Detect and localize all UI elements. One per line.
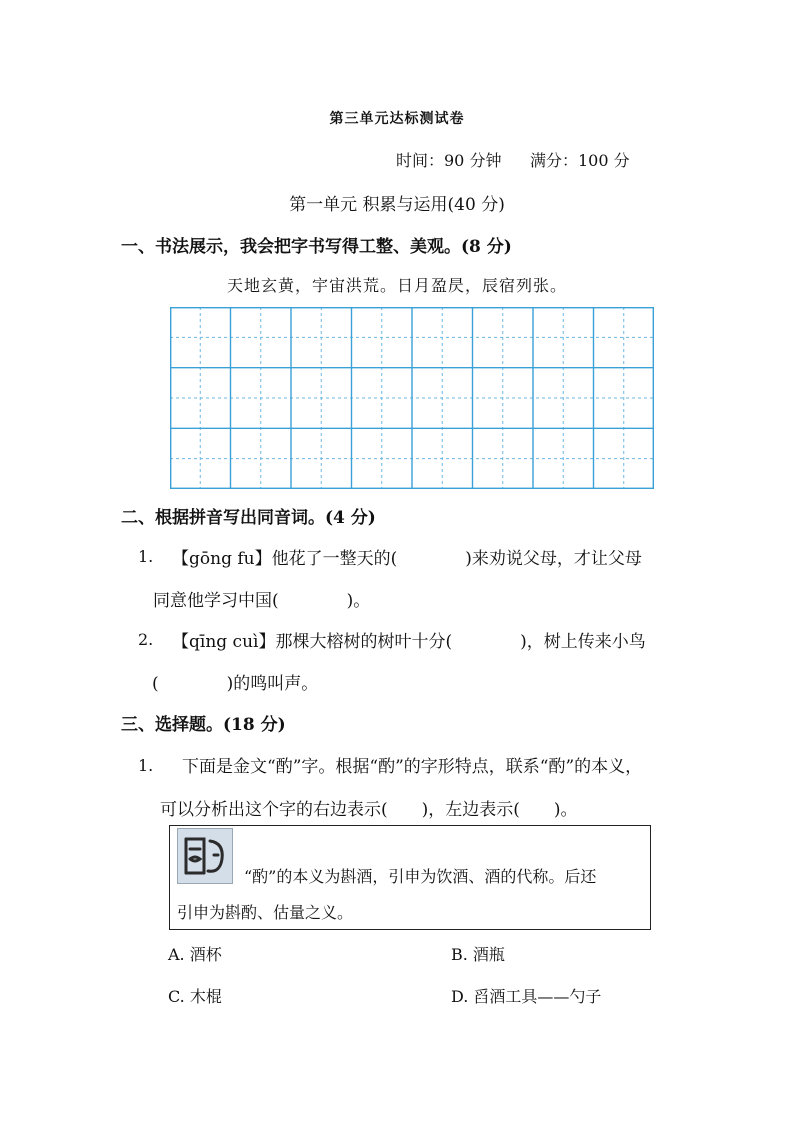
section1-heading: 一、书法展示，我会把字书写得工整、美观。(8 分) [121,237,512,257]
option-a[interactable]: A. 酒杯 [168,945,222,964]
question-text: 【qīng cuì】那棵大榕树的树叶十分( )，树上传来小鸟 [172,632,646,652]
question-text: 同意他学习中国( )。 [153,591,371,611]
section3-heading: 三、选择题。(18 分) [121,715,286,735]
info-box-text: “酌”的本义为斟酒，引申为饮酒、酒的代称。后还 [244,867,597,886]
question-number: 1. [138,756,154,775]
page-title: 第三单元达标测试卷 [329,111,465,127]
unit-heading: 第一单元 积累与运用(40 分) [289,195,505,215]
calligraphy-poem: 天地玄黄，宇宙洪荒。日月盈昃，辰宿列张。 [226,276,567,295]
bronze-inscription-glyph [177,828,233,884]
zhuo-character-icon [178,829,232,883]
exam-time: 时间：90 分钟 [396,151,502,170]
question-text: 【gōng fu】他花了一整天的( )来劝说父母，才让父母 [172,549,642,569]
question-text: 可以分析出这个字的右边表示( )，左边表示( )。 [160,800,578,820]
section2-heading: 二、根据拼音写出同音词。(4 分) [121,508,376,528]
exam-score: 满分：100 分 [530,151,630,170]
question-number: 1. [138,547,154,566]
question-text: ( )的鸣叫声。 [152,674,319,694]
calligraphy-grid[interactable] [170,307,654,489]
info-box [169,825,651,930]
option-b[interactable]: B. 酒瓶 [451,945,505,964]
info-box-text: 引申为斟酌、估量之义。 [177,903,354,922]
question-text: 下面是金文“酌”字。根据“酌”的字形特点，联系“酌”的本义， [182,757,643,777]
question-number: 2. [138,630,154,649]
option-d[interactable]: D. 舀酒工具——勺子 [451,987,602,1006]
option-c[interactable]: C. 木棍 [168,987,222,1006]
